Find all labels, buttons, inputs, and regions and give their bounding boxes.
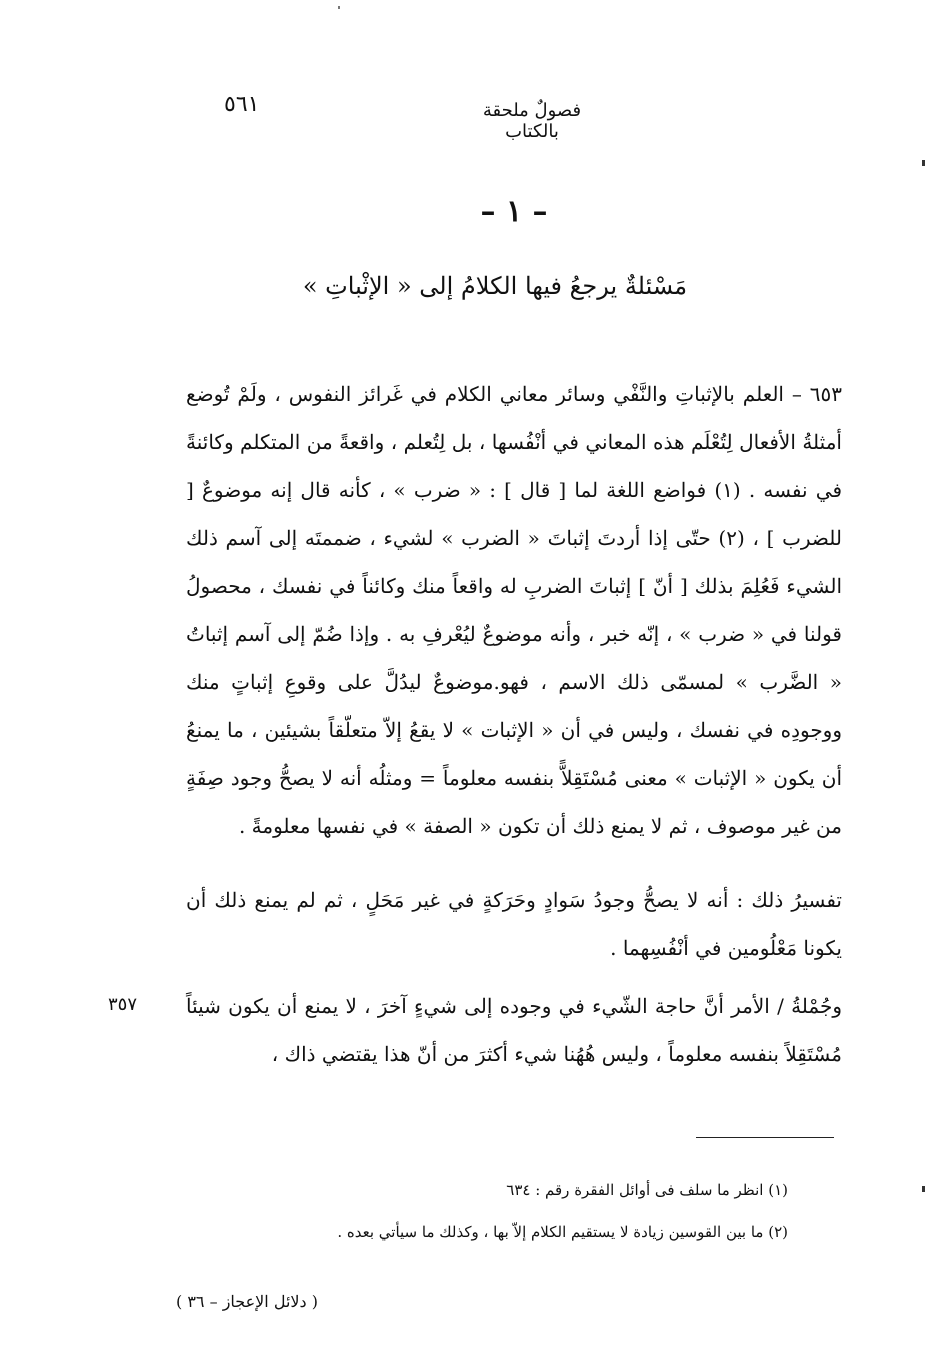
footnote-1: (١) انظر ما سلف فى أوائل الفقرة رقم : ٦٣٤ [506,1181,788,1199]
scan-mark [922,1186,925,1192]
scan-mark [922,160,925,166]
signature-mark: ( دلائل الإعجاز – ٣٦ ) [176,1292,318,1311]
running-title: فصولٌ ملحقة بالكتاب [482,100,582,142]
page-number: ٥٦١ [224,92,260,117]
section-title: مَسْئلةٌ يرجعُ فيها الكلامُ إلى « الإثْباتِ » [302,272,688,300]
footnote-divider [696,1137,834,1138]
footnote-2: (٢) ما بين القوسين زيادة لا يستقيم الكلام إلاّ بها ، وكذلك ما سيأتي بعده . [337,1223,788,1241]
scan-speck [338,6,340,9]
body-paragraph-3: وجُمْلةُ / الأمر أنَّ حاجة الشّيء في وجوده إلى شيءٍ آخرَ ، لا يمنع أن يكون شيئاً مُسْتَقِلاً بنفسه معلوماً ، وليس هُهُنا شيء أكثرَ من أنّ هذا يقتضي ذاك ، [186,994,842,1066]
body-paragraph-1: ٦٥٣ – العلم بالإثباتِ والنَّفْي وسائر معاني الكلام في غَرائز النفوس ، ولَمْ تُوضع أمثلةُ الأفعال لِتُعْلَم هذه المعاني في أنْفُسها ، بل لِتُعلم ، واقعةً من المتكلم وكائنةً في نفسه . (١) فواضع اللغة لما [ قال ] : « ضرب » ، كأنه قال إنه موضوعٌ [ للضرب ] ، (٢) حتّى إذا أردتَ إثباتَ « الضرب » لشيء ، ضممتَه إلى آسم ذلك الشيء فَعُلِمَ بذلك [ أنّ ] إثباتَ الضربِ له واقعاً منك وكائناً في نفسك ، محصولُ قولنا في « ضرب » ، إنّه خبر ، وأنه موضوعٌ ليُعْرفِ به . وإذا ضُمّ إلى آسم إثباتُ « الضَّرب » لمسمّى ذلك الاسم ، فهو.موضوعٌ ليدُلَّ على وقوعِ إثباتٍ منك ووجودِه في نفسك ، وليس في أن « الإثبات » لا يقعُ إلاّ متعلّقاً بشيئين ، ما يمنعُ أن يكون « الإثبات » معنى مُسْتَقِلاًّ بنفسه معلوماً = ومثلُه أنه لا يصحُّ وجود صِفَةٍ من غير موصوف ، ثم لا يمنع ذلك أن تكون « الصفة » في نفسها معلومةً . [186,382,843,838]
chapter-number: – ١ – [480,194,548,229]
body-paragraph-2: تفسيرُ ذلك : أنه لا يصحُّ وجودُ سَوادٍ وحَرَكةٍ في غير مَحَلٍ ، ثم لم يمنع ذلك أن يكونا مَعْلُومين في أنْفُسِهما . [186,888,842,960]
margin-page-reference: ٣٥٧ [108,994,138,1015]
